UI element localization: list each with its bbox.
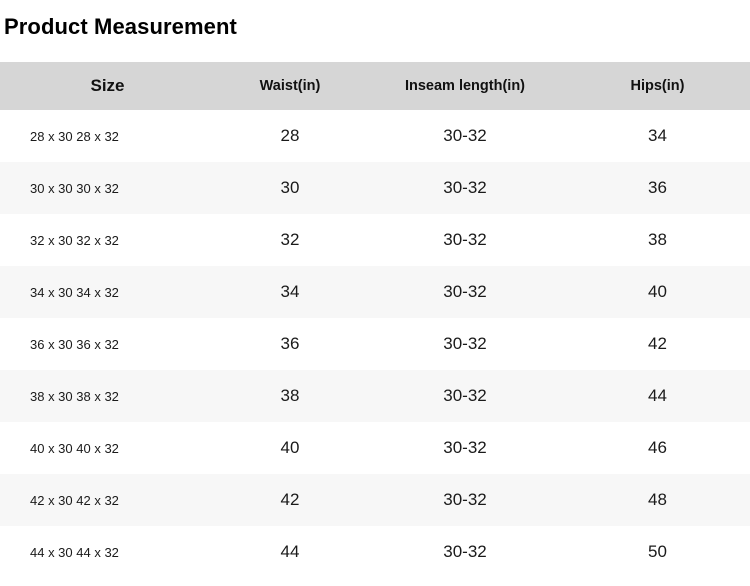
column-header-hips: Hips(in) (565, 62, 750, 110)
cell-inseam: 30-32 (443, 542, 487, 561)
table-row (0, 266, 750, 318)
cell-inseam: 30-32 (443, 386, 487, 405)
cell-inseam: 30-32 (443, 438, 487, 457)
cell-hips: 50 (648, 542, 667, 561)
table-row (0, 474, 750, 526)
cell-hips: 34 (648, 126, 667, 145)
cell-size: 32 x 30 32 x 32 (30, 232, 119, 248)
cell-inseam: 30-32 (443, 126, 487, 145)
cell-waist: 38 (280, 386, 300, 405)
table-row (0, 422, 750, 474)
cell-waist: 42 (280, 490, 300, 509)
cell-size: 30 x 30 30 x 32 (30, 180, 119, 196)
measurement-table (0, 62, 750, 578)
cell-hips: 38 (648, 230, 667, 249)
table-body (0, 110, 750, 578)
table-row (0, 370, 750, 422)
cell-size: 36 x 30 36 x 32 (30, 336, 119, 352)
cell-hips: 46 (648, 438, 667, 457)
cell-waist: 30 (280, 178, 300, 197)
cell-waist: 40 (280, 438, 300, 457)
cell-inseam: 30-32 (443, 178, 487, 197)
cell-waist: 36 (280, 334, 300, 353)
cell-size: 42 x 30 42 x 32 (30, 492, 119, 508)
cell-hips: 48 (648, 490, 667, 509)
cell-waist: 32 (280, 230, 300, 249)
cell-size: 40 x 30 40 x 32 (30, 440, 119, 456)
cell-inseam: 30-32 (443, 334, 487, 353)
cell-waist: 34 (280, 282, 300, 301)
table-header (0, 62, 750, 110)
cell-size: 28 x 30 28 x 32 (30, 128, 119, 144)
cell-size: 44 x 30 44 x 32 (30, 544, 119, 560)
table-row (0, 110, 750, 162)
cell-hips: 36 (648, 178, 667, 197)
cell-inseam: 30-32 (443, 490, 487, 509)
cell-waist: 44 (280, 542, 300, 561)
table-row (0, 162, 750, 214)
cell-hips: 40 (648, 282, 667, 301)
column-header-size: Size (0, 62, 215, 110)
cell-size: 38 x 30 38 x 32 (30, 388, 119, 404)
table-row (0, 526, 750, 578)
table-row (0, 318, 750, 370)
cell-hips: 42 (648, 334, 667, 353)
page-title: Product Measurement (4, 14, 237, 39)
cell-hips: 44 (648, 386, 667, 405)
table-header-row (0, 62, 750, 110)
table-row (0, 214, 750, 266)
cell-inseam: 30-32 (443, 230, 487, 249)
column-header-inseam-length: Inseam length(in) (365, 62, 565, 110)
cell-size: 34 x 30 34 x 32 (30, 284, 119, 300)
cell-inseam: 30-32 (443, 282, 487, 301)
cell-waist: 28 (280, 126, 300, 145)
column-header-waist: Waist(in) (215, 62, 365, 110)
